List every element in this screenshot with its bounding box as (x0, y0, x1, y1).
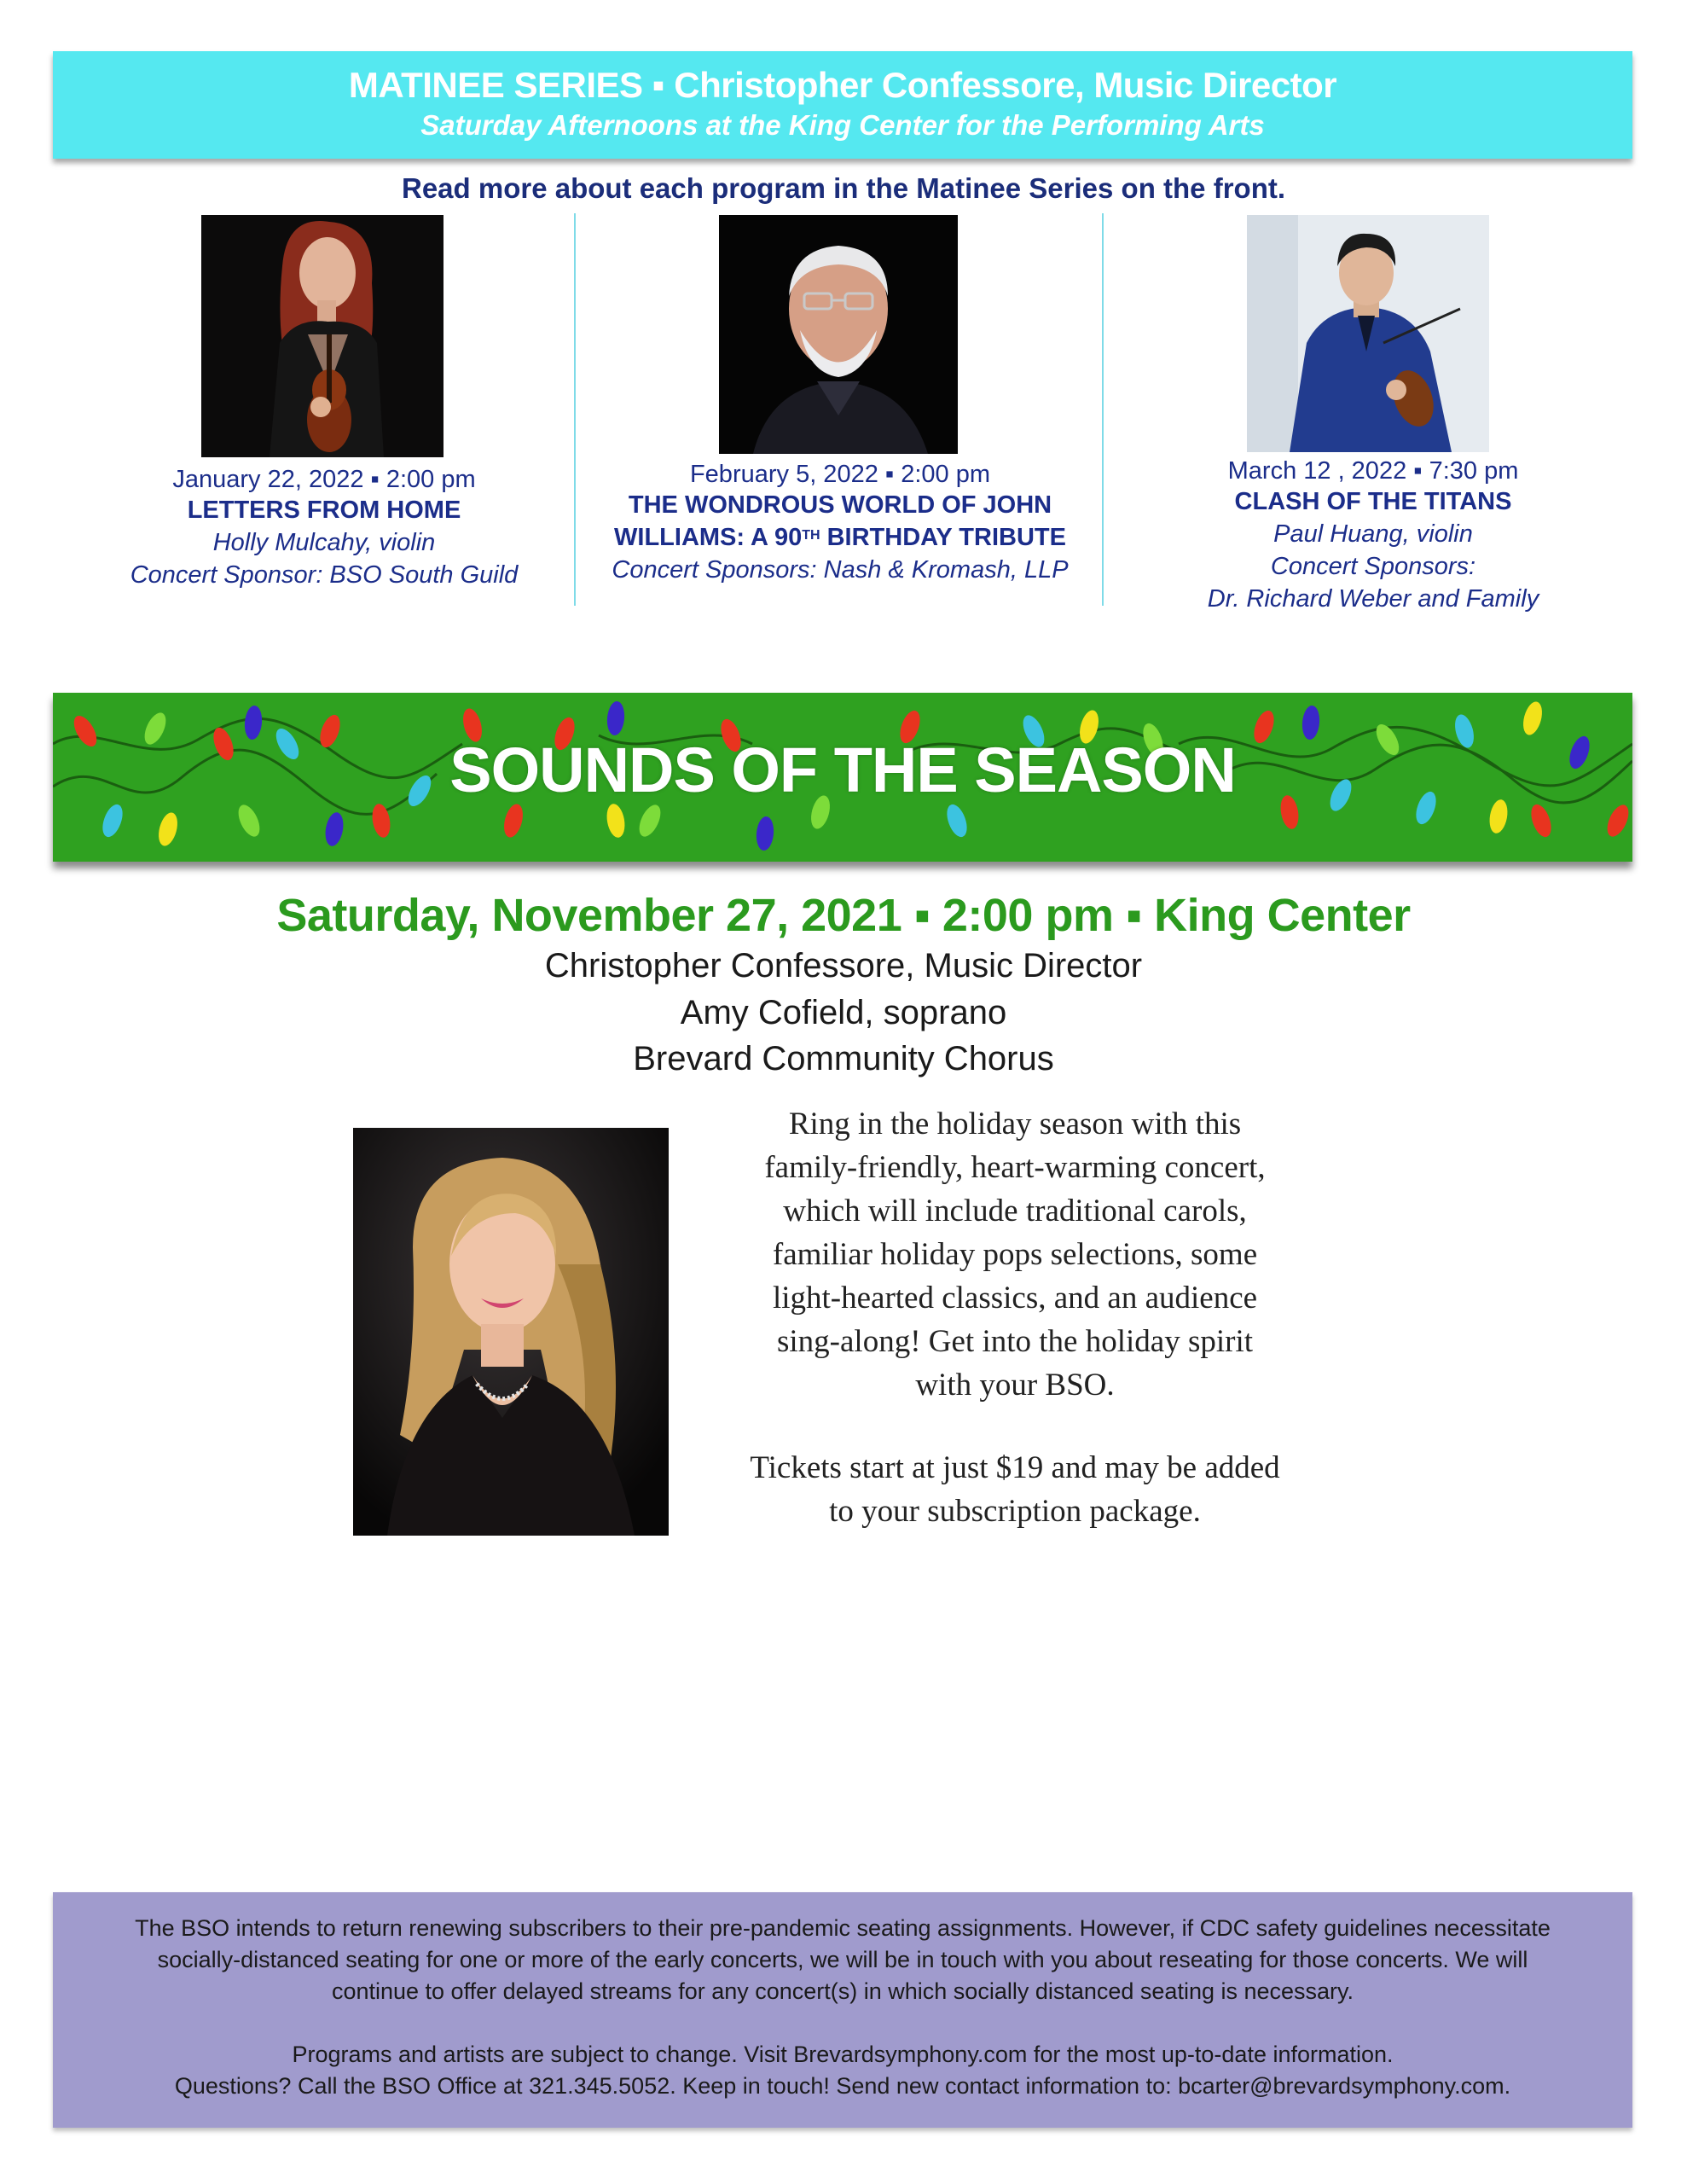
concert-title-line (588, 521, 1092, 554)
concert-title: CLASH OF THE TITANS (1234, 488, 1512, 515)
description-line: family-friendly, heart-warming concert, (764, 1150, 1266, 1185)
description-line: familiar holiday pops selections, some (772, 1237, 1258, 1272)
concert-title-line: THE WONDROUS WORLD OF JOHN (628, 491, 1052, 519)
ticket-line: to your subscription package. (829, 1494, 1201, 1529)
concert-sponsor: Dr. Richard Weber and Family (1207, 585, 1539, 613)
description-line: with your BSO. (915, 1368, 1115, 1403)
credit-chorus: Brevard Community Chorus (633, 1040, 1054, 1077)
concert-date: February 5, 2022 ▪ 2:00 pm (689, 461, 991, 488)
seating-notice: The BSO intends to return renewing subscribers to their pre-pandemic seating assignments. However, if CDC safety guidelines necessitate socially-distanced seating for one or more of the early concerts, we will be in touch with you about reseating for those concerts. We will continue to offer delayed streams for any concert(s) in which socially distanced seating is necessary. (135, 1915, 1551, 2004)
description-line: sing-along! Get into the holiday spirit (777, 1324, 1253, 1359)
read-more-note: Read more about each program in the Matinee Series on the front. (401, 172, 1286, 204)
amy-cofield-photo (353, 1128, 669, 1536)
description-line: light-hearted classics, and an audience (772, 1281, 1258, 1316)
banner-title: SOUNDS OF THE SEASON (449, 735, 1236, 805)
concert-artist: Paul Huang, violin (1273, 520, 1473, 548)
notice-box (53, 1892, 1632, 2128)
credit-soprano: Amy Cofield, soprano (680, 994, 1007, 1031)
season-banner (53, 693, 1632, 862)
contact-line: Questions? Call the BSO Office at 321.345.5052. Keep in touch! Send new contact information to: bcarter@brevardsymphony.com. (174, 2073, 1511, 2099)
concert-sponsor: Concert Sponsors: Nash & Kromash, LLP (612, 556, 1069, 584)
ticket-info (708, 1446, 1322, 1533)
description-line: which will include traditional carols, (783, 1194, 1247, 1228)
concert-title-part: BIRTHDAY TRIBUTE (826, 524, 1066, 551)
concert-title-part: WILLIAMS: A 90 (614, 524, 803, 551)
matinee-header (53, 51, 1632, 159)
event-date-line: Saturday, November 27, 2021 ▪ 2:00 pm ▪ King Center (276, 890, 1411, 941)
matinee-title: MATINEE SERIES ▪ Christopher Confessore, Music Director (348, 65, 1337, 105)
concert-date: January 22, 2022 ▪ 2:00 pm (172, 466, 476, 493)
concert-card (588, 461, 1092, 586)
column-divider (1102, 213, 1104, 606)
concert-sponsor-label: Concert Sponsors: (1270, 553, 1476, 580)
matinee-subtitle: Saturday Afternoons at the King Center for the Performing Arts (420, 109, 1265, 141)
credit-music-director: Christopher Confessore, Music Director (544, 947, 1143, 985)
concert-card (102, 466, 546, 591)
concert-title: LETTERS FROM HOME (187, 497, 461, 524)
concert-sponsor: Concert Sponsor: BSO South Guild (130, 561, 519, 589)
concert-title (588, 489, 1092, 554)
john-williams-photo (719, 215, 958, 454)
paul-huang-photo (1247, 215, 1489, 452)
description-line: Ring in the holiday season with this (788, 1107, 1242, 1141)
contact-info (87, 2039, 1598, 2102)
column-divider (574, 213, 576, 606)
ordinal-suffix: TH (802, 528, 820, 543)
programs-change-note: Programs and artists are subject to change. Visit Brevardsymphony.com for the most up-to-date information. (292, 2042, 1394, 2067)
ticket-line: Tickets start at just $19 and may be added (750, 1450, 1280, 1485)
concert-artist: Holly Mulcahy, violin (212, 529, 436, 556)
concert-date: March 12 , 2022 ▪ 7:30 pm (1227, 457, 1519, 485)
holly-mulcahy-photo (201, 215, 443, 457)
event-description (708, 1102, 1322, 1407)
concert-card (1143, 457, 1603, 615)
